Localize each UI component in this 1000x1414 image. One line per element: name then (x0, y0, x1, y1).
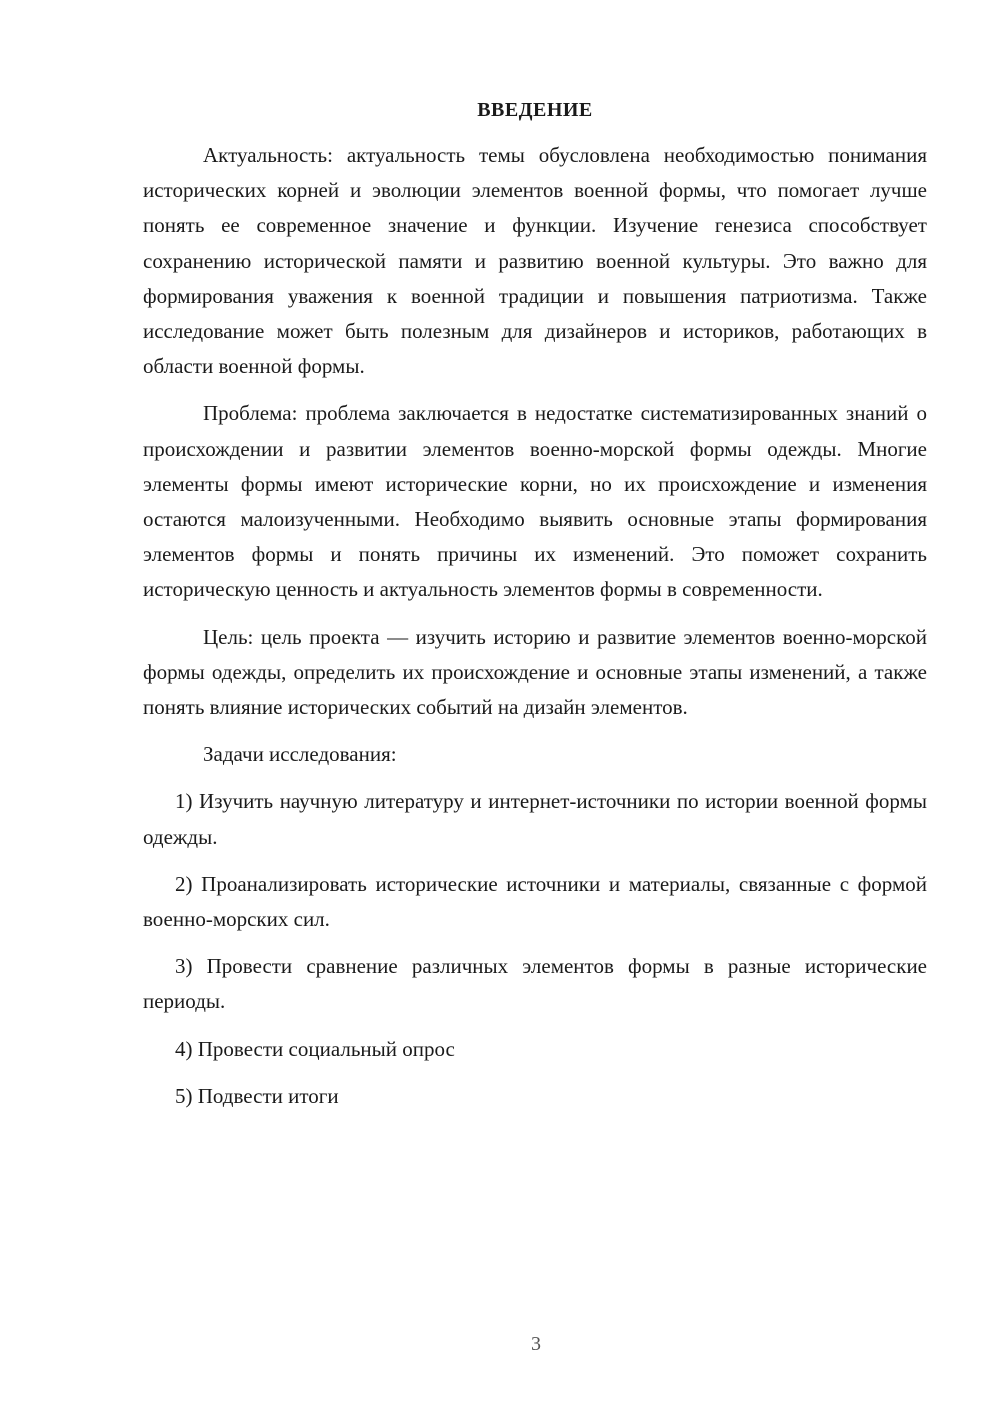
page-number: 3 (531, 1333, 541, 1355)
task-item-2: 2) Проанализировать исторические источники и материалы, связанные с формой военно-морских сил. (143, 871, 927, 932)
task-item-3: 3) Провести сравнение различных элементов формы в разные исторические периоды. (143, 954, 927, 1014)
goal-paragraph: Цель: цель проекта — изучить историю и развитие элементов военно-морской формы одежды, определить их происхождение и основные этапы изменений, а также понять влияние исторических событий на дизайн элементов. (143, 624, 927, 720)
page-title: ВВЕДЕНИЕ (477, 99, 593, 121)
task-item-5: 5) Подвести итоги (175, 1083, 339, 1108)
page-content (143, 93, 927, 1114)
relevance-paragraph: Актуальность: актуальность темы обусловлена необходимостью понимания исторических корней и эволюции элементов военной формы, что помогает лучше понять ее современное значение и функции. Изучение генезиса способствует сохранению исторической памяти и развитию военной культуры. Это важно для формирования уважения к военной традиции и повышения патриотизма. Также исследование может быть полезным для дизайнеров и историков, работающих в области военной формы. (143, 143, 927, 379)
problem-paragraph: Проблема: проблема заключается в недостатке систематизированных знаний о происхождении и развитии элементов военно-морской формы одежды. Многие элементы формы имеют исторические корни, но их происхождение и изменения остаются малоизученными. Необходимо выявить основные этапы формирования элементов формы и понять причины их изменений. Это поможет сохранить историческую ценность и актуальность элементов формы в современности. (143, 401, 927, 602)
task-item-1: 1) Изучить научную литературу и интернет-источники по истории военной формы одежды. (143, 789, 927, 849)
tasks-heading: Задачи исследования: (203, 742, 397, 767)
task-item-4: 4) Провести социальный опрос (175, 1036, 455, 1061)
